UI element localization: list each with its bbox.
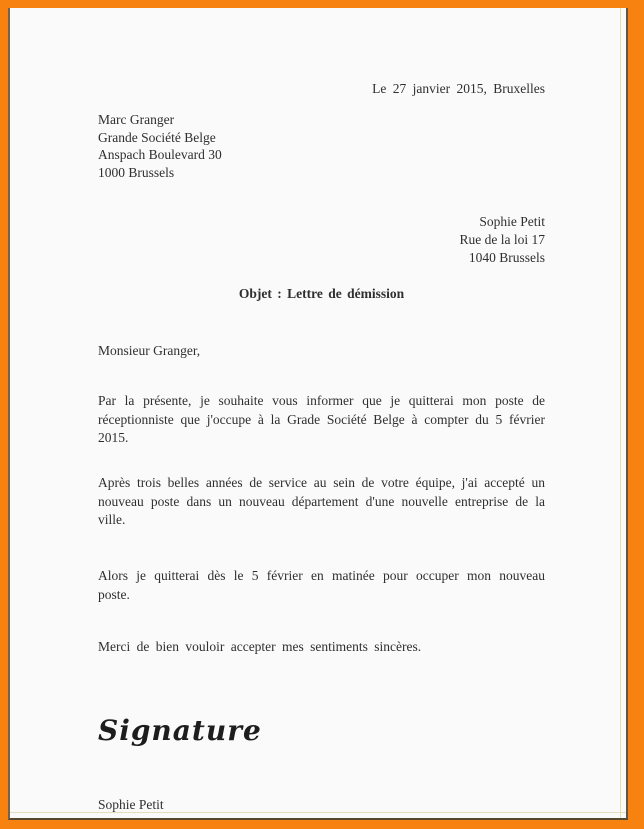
closing-line: Merci de bien vouloir accepter mes sentiments sincères. [98, 639, 422, 655]
recipient-city: 1000 Brussels [98, 165, 175, 181]
recipient-block [98, 111, 545, 182]
handwritten-signature: Signature [98, 713, 262, 747]
sender-block [98, 213, 545, 266]
page-edge-line-right [620, 8, 621, 818]
body-paragraph-1: Par la présente, je souhaite vous informer que je quitterai mon poste de réceptionniste que j'occupe à la Grade Société Belge à compter du 5 février 2015. [98, 393, 545, 446]
letter-content [98, 8, 545, 814]
subject-line: Objet : Lettre de démission [238, 285, 405, 301]
sender-street: Rue de la loi 17 [459, 231, 545, 247]
body-paragraph-3: Alors je quitterai dès le 5 février en matinée pour occuper mon nouveau poste. [98, 567, 545, 602]
recipient-street: Anspach Boulevard 30 [98, 147, 222, 163]
recipient-company: Grande Société Belge [98, 129, 216, 145]
body-paragraph-2: Après trois belles années de service au sein de votre équipe, j'ai accepté un nouveau poste dans un nouveau département d'une nouvelle entreprise de la ville. [98, 475, 545, 528]
salutation: Monsieur Granger, [98, 343, 201, 359]
letter-page [8, 8, 628, 820]
sender-name: Sophie Petit [479, 214, 545, 230]
date-line: Le 27 janvier 2015, Bruxelles [372, 81, 545, 96]
sender-city: 1040 Brussels [468, 249, 545, 265]
signature-name: Sophie Petit [98, 796, 164, 812]
recipient-name: Marc Granger [98, 111, 175, 127]
